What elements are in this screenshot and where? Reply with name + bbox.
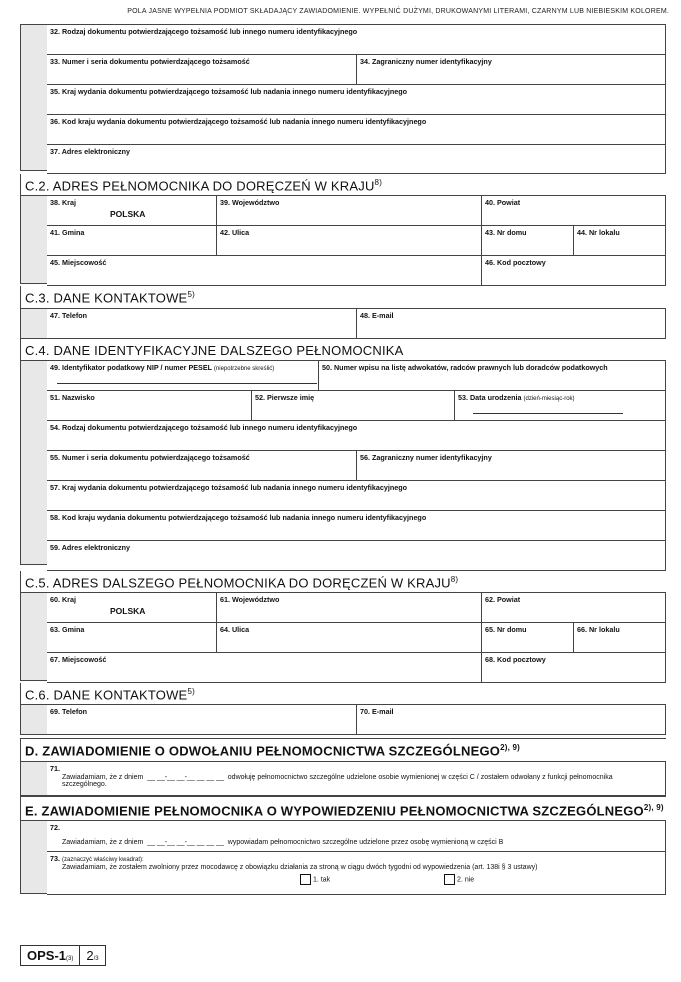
- field-50[interactable]: 50. Numer wpisu na listę adwokatów, radców prawnych lub doradców podatkowych: [319, 361, 666, 390]
- field-40[interactable]: 40. Powiat: [482, 196, 666, 225]
- field-62[interactable]: 62. Powiat: [482, 593, 666, 622]
- field-73: 73. (zaznaczyć właściwy kwadrat): Zawiadamiam, że zostałem zwolniony przez mocodawcę z obowiązku działania za stroną w ciągu dwóch tygodni od wypowiedzenia (art. 138i § 3 ustawy) 1. tak 2. nie: [47, 852, 666, 894]
- section-d: [20, 761, 666, 796]
- section-c3-title: C.3. DANE KONTAKTOWE$^{5)}$: [20, 286, 666, 307]
- nip-pesel-boxes: [57, 379, 317, 384]
- section-c3: [20, 308, 666, 339]
- field-43[interactable]: 43. Nr domu: [482, 226, 574, 255]
- section-c6: [20, 704, 666, 735]
- field-45[interactable]: 45. Miejscowość: [47, 256, 482, 285]
- field-72[interactable]: 72. Zawiadamiam, że z dniem __ __-__ __-__ __ __ __ wypowiadam pełnomocnictwo szczególne udzielone przez osobę wymienioną w części B: [47, 821, 666, 851]
- field-56[interactable]: 56. Zagraniczny numer identyfikacyjny: [357, 451, 666, 480]
- section-c2-title: C.2. ADRES PEŁNOMOCNIKA DO DORĘCZEŃ W KRAJU$^{8)}$: [20, 174, 666, 195]
- field-64[interactable]: 64. Ulica: [217, 623, 482, 652]
- field-63[interactable]: 63. Gmina: [47, 623, 217, 652]
- section-c1-continuation: [20, 24, 666, 174]
- field-65[interactable]: 65. Nr domu: [482, 623, 574, 652]
- section-c4: [20, 360, 666, 571]
- field-34[interactable]: 34. Zagraniczny numer identyfikacyjny: [357, 55, 666, 84]
- form-footer: [20, 945, 106, 966]
- section-c2: [20, 195, 666, 286]
- section-e-title: E. ZAWIADOMIENIE PEŁNOMOCNIKA O WYPOWIEDZENIU PEŁNOMOCNICTWA $SZCZEGÓLNEGO^{2), 9)}$: [20, 796, 666, 820]
- field-41[interactable]: 41. Gmina: [47, 226, 217, 255]
- field-68[interactable]: 68. Kod pocztowy: [482, 653, 666, 682]
- field-55[interactable]: 55. Numer i seria dokumentu potwierdzającego tożsamość: [47, 451, 357, 480]
- field-44[interactable]: 44. Nr lokalu: [574, 226, 666, 255]
- checkbox-no[interactable]: [444, 874, 455, 885]
- form: [20, 24, 666, 895]
- field-46[interactable]: 46. Kod pocztowy: [482, 256, 666, 285]
- form-code: OPS-1(3): [27, 948, 74, 963]
- field-67[interactable]: 67. Miejscowość: [47, 653, 482, 682]
- top-note: POLA JASNE WYPEŁNIA PODMIOT SKŁADAJĄCY ZAWIADOMIENIE. WYPEŁNIĆ DUŻYMI, DRUKOWANYMI LITERAMI, CZARNYM LUB NIEBIESKIM KOLOREM.: [127, 8, 669, 15]
- field-32[interactable]: 32. Rodzaj dokumentu potwierdzającego tożsamość lub innego numeru identyfikacyjnego: [47, 25, 666, 54]
- field-33[interactable]: 33. Numer i seria dokumentu potwierdzającego tożsamość: [47, 55, 357, 84]
- field-61[interactable]: 61. Województwo: [217, 593, 482, 622]
- section-c5-title: C.5. ADRES DALSZEGO PEŁNOMOCNIKA DO DORĘCZEŃ W KRAJU$^{8)}$: [20, 571, 666, 592]
- field-49[interactable]: 49. Identyfikator podatkowy NIP / numer PESEL (niepotrzebne skreślić): [47, 361, 319, 390]
- field-51[interactable]: 51. Nazwisko: [47, 391, 252, 420]
- field-48[interactable]: 48. E-mail: [357, 309, 666, 338]
- field-35[interactable]: 35. Kraj wydania dokumentu potwierdzającego tożsamość lub nadania innego numeru identyfikacyjnego: [47, 85, 666, 114]
- field-60[interactable]: 60. Kraj POLSKA: [47, 593, 217, 622]
- field-71[interactable]: 71. Zawiadamiam, że z dniem __ __-__ __-__ __ __ __ odwołuję pełnomocnictwo szczególne udzielone osobie wymienionej w części C / zostałem odwołany z funkcji pełnomocnika szczególnego.: [47, 762, 666, 795]
- field-57[interactable]: 57. Kraj wydania dokumentu potwierdzającego tożsamość lub nadania innego numeru identyfikacyjnego: [47, 481, 666, 510]
- field-59[interactable]: 59. Adres elektroniczny: [47, 541, 666, 570]
- checkbox-yes[interactable]: [300, 874, 311, 885]
- field-52[interactable]: 52. Pierwsze imię: [252, 391, 455, 420]
- field-70[interactable]: 70. E-mail: [357, 705, 666, 734]
- field-36[interactable]: 36. Kod kraju wydania dokumentu potwierdzającego tożsamość lub nadania innego numeru identyfikacyjnego: [47, 115, 666, 144]
- section-c6-title: C.6. DANE KONTAKTOWE$^{5)}$: [20, 683, 666, 704]
- field-53[interactable]: 53. Data urodzenia (dzień-miesiąc-rok): [455, 391, 666, 420]
- section-d-title: D. ZAWIADOMIENIE O ODWOŁANIU PEŁNOMOCNICTWA $SZCZEGÓLNEGO^{2), 9)}$: [20, 738, 666, 760]
- field-54[interactable]: 54. Rodzaj dokumentu potwierdzającego tożsamość lub innego numeru identyfikacyjnego: [47, 421, 666, 450]
- field-58[interactable]: 58. Kod kraju wydania dokumentu potwierdzającego tożsamość lub nadania innego numeru identyfikacyjnego: [47, 511, 666, 540]
- section-c4-title: C.4. DANE IDENTYFIKACYJNE DALSZEGO PEŁNOMOCNIKA: [20, 339, 666, 360]
- page-number: 2/3: [79, 946, 104, 965]
- field-69[interactable]: 69. Telefon: [47, 705, 357, 734]
- birth-date-boxes: [473, 409, 623, 414]
- section-c5: [20, 592, 666, 683]
- field-66[interactable]: 66. Nr lokalu: [574, 623, 666, 652]
- field-37[interactable]: 37. Adres elektroniczny: [47, 145, 666, 173]
- field-47[interactable]: 47. Telefon: [47, 309, 357, 338]
- field-38[interactable]: 38. Kraj POLSKA: [47, 196, 217, 225]
- field-42[interactable]: 42. Ulica: [217, 226, 482, 255]
- section-e: [20, 820, 666, 895]
- field-39[interactable]: 39. Województwo: [217, 196, 482, 225]
